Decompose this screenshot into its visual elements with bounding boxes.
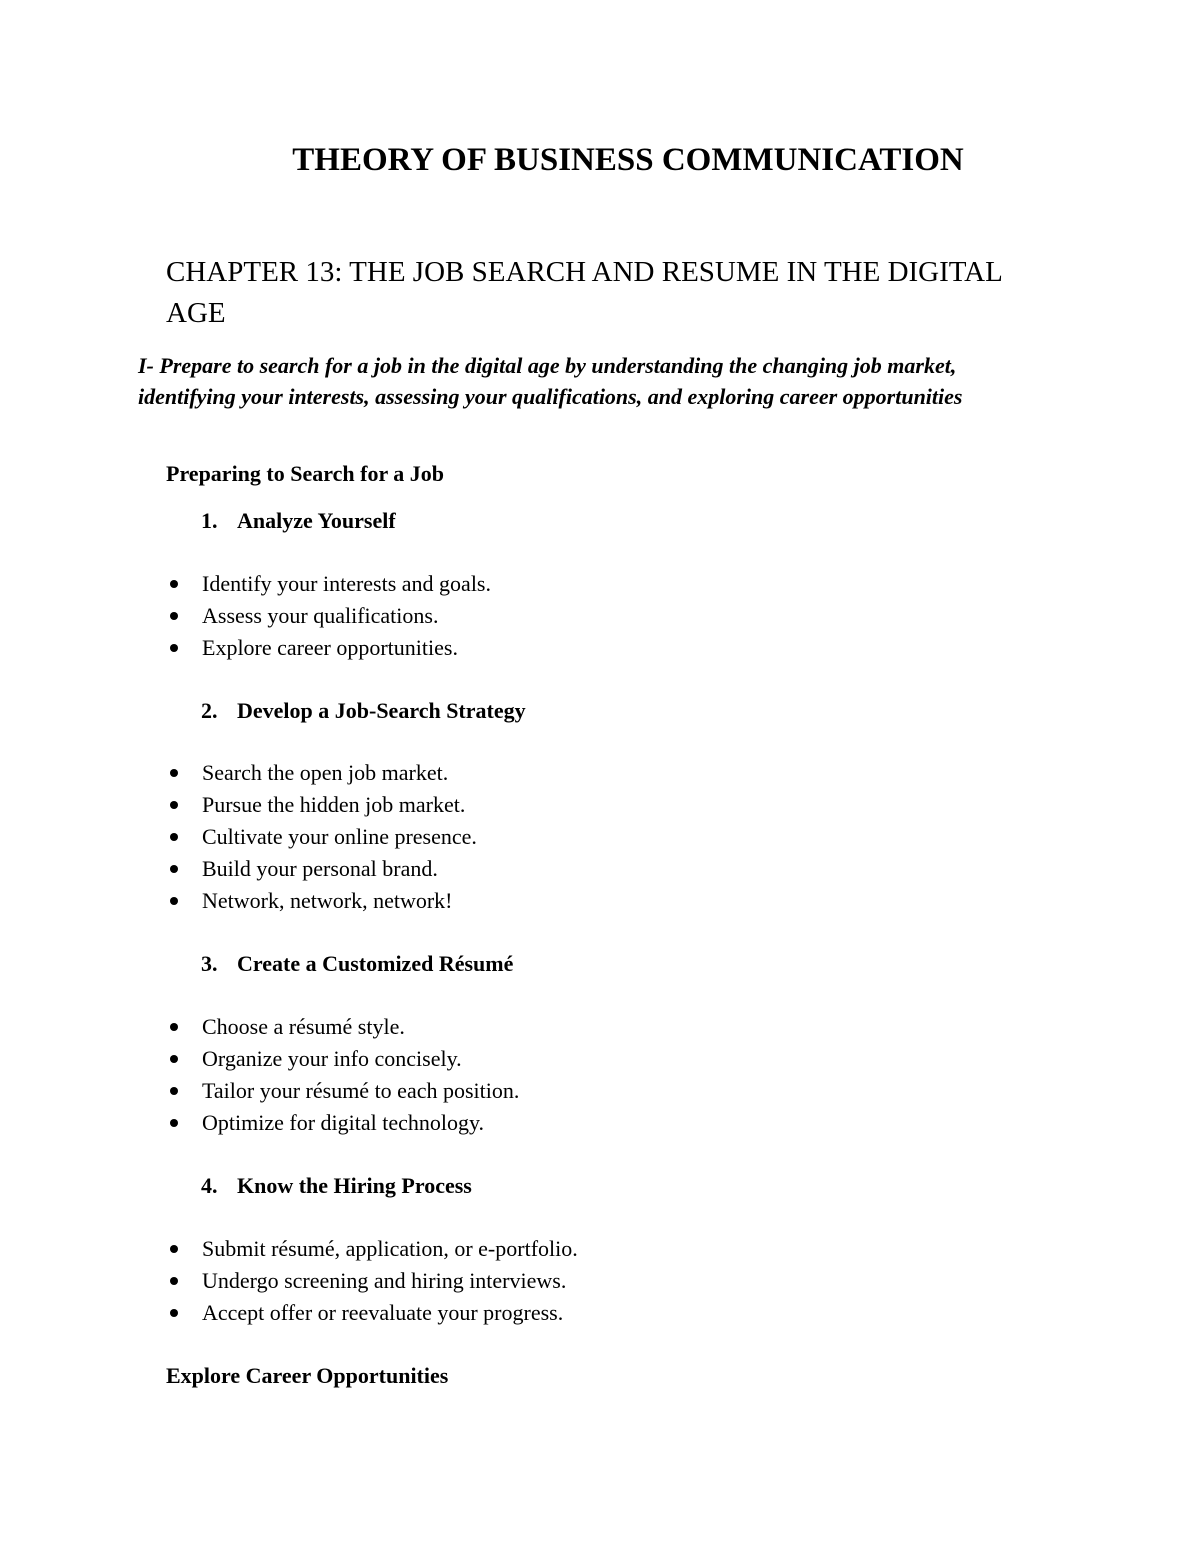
- list-item: [166, 1235, 578, 1267]
- bullet-icon: [170, 1055, 178, 1063]
- bullet-icon: [170, 801, 178, 809]
- step-title: Know the Hiring Process: [237, 1173, 472, 1198]
- step-number: 1.: [201, 508, 218, 533]
- bullet-icon: [170, 833, 178, 841]
- list-item-text: Identify your interests and goals.: [202, 571, 491, 596]
- list-item: [166, 823, 477, 855]
- step-heading-customized-resume: [201, 950, 513, 978]
- step-title: Create a Customized Résumé: [237, 951, 514, 976]
- bullet-icon: [170, 897, 178, 905]
- bullet-list-job-search-strategy: [166, 759, 477, 919]
- step-heading-analyze-yourself: [201, 507, 396, 535]
- bullet-icon: [170, 612, 178, 620]
- bullet-list-hiring-process: [166, 1235, 578, 1331]
- step-number: 3.: [201, 951, 218, 976]
- list-item-text: Search the open job market.: [202, 760, 449, 785]
- list-item: [166, 602, 491, 634]
- bullet-icon: [170, 580, 178, 588]
- document-title: THEORY OF BUSINESS COMMUNICATION: [292, 142, 964, 178]
- list-item: [166, 855, 477, 887]
- list-item: [166, 759, 477, 791]
- list-item-text: Pursue the hidden job market.: [202, 792, 466, 817]
- bullet-icon: [170, 865, 178, 873]
- bullet-icon: [170, 1023, 178, 1031]
- list-item-text: Choose a résumé style.: [202, 1014, 405, 1039]
- bullet-icon: [170, 1087, 178, 1095]
- list-item: [166, 791, 477, 823]
- bullet-icon: [170, 644, 178, 652]
- step-number: 4.: [201, 1173, 218, 1198]
- list-item-text: Cultivate your online presence.: [202, 824, 477, 849]
- list-item-text: Undergo screening and hiring interviews.: [202, 1268, 567, 1293]
- list-item: [166, 570, 491, 602]
- bullet-icon: [170, 1309, 178, 1317]
- list-item: [166, 1267, 578, 1299]
- list-item: [166, 1299, 578, 1331]
- list-item-text: Network, network, network!: [202, 888, 453, 913]
- learning-objective: I- Prepare to search for a job in the digital age by understanding the changing job market, identifying your interests, assessing your qualifications, and exploring career opportunities: [138, 353, 963, 409]
- list-item: [166, 887, 477, 919]
- list-item: [166, 634, 491, 666]
- list-item-text: Tailor your résumé to each position.: [202, 1078, 520, 1103]
- list-item: [166, 1077, 519, 1109]
- step-number: 2.: [201, 698, 218, 723]
- bullet-icon: [170, 1119, 178, 1127]
- step-title: Develop a Job-Search Strategy: [237, 698, 526, 723]
- step-heading-job-search-strategy: [201, 697, 526, 725]
- bullet-icon: [170, 1277, 178, 1285]
- step-heading-hiring-process: [201, 1172, 472, 1200]
- list-item-text: Assess your qualifications.: [202, 603, 439, 628]
- section-heading: Preparing to Search for a Job: [166, 461, 445, 486]
- closing-section-heading: Explore Career Opportunities: [166, 1363, 449, 1388]
- chapter-title: CHAPTER 13: THE JOB SEARCH AND RESUME IN THE DIGITAL AGE: [166, 256, 1002, 329]
- bullet-list-customized-resume: [166, 1013, 519, 1141]
- list-item: [166, 1013, 519, 1045]
- bullet-list-analyze-yourself: [166, 570, 491, 666]
- list-item-text: Submit résumé, application, or e-portfolio.: [202, 1236, 578, 1261]
- list-item-text: Organize your info concisely.: [202, 1046, 462, 1071]
- list-item: [166, 1109, 519, 1141]
- list-item-text: Optimize for digital technology.: [202, 1110, 485, 1135]
- step-title: Analyze Yourself: [237, 508, 396, 533]
- bullet-icon: [170, 769, 178, 777]
- bullet-icon: [170, 1245, 178, 1253]
- list-item-text: Explore career opportunities.: [202, 635, 458, 660]
- list-item-text: Build your personal brand.: [202, 856, 438, 881]
- list-item-text: Accept offer or reevaluate your progress.: [202, 1300, 564, 1325]
- list-item: [166, 1045, 519, 1077]
